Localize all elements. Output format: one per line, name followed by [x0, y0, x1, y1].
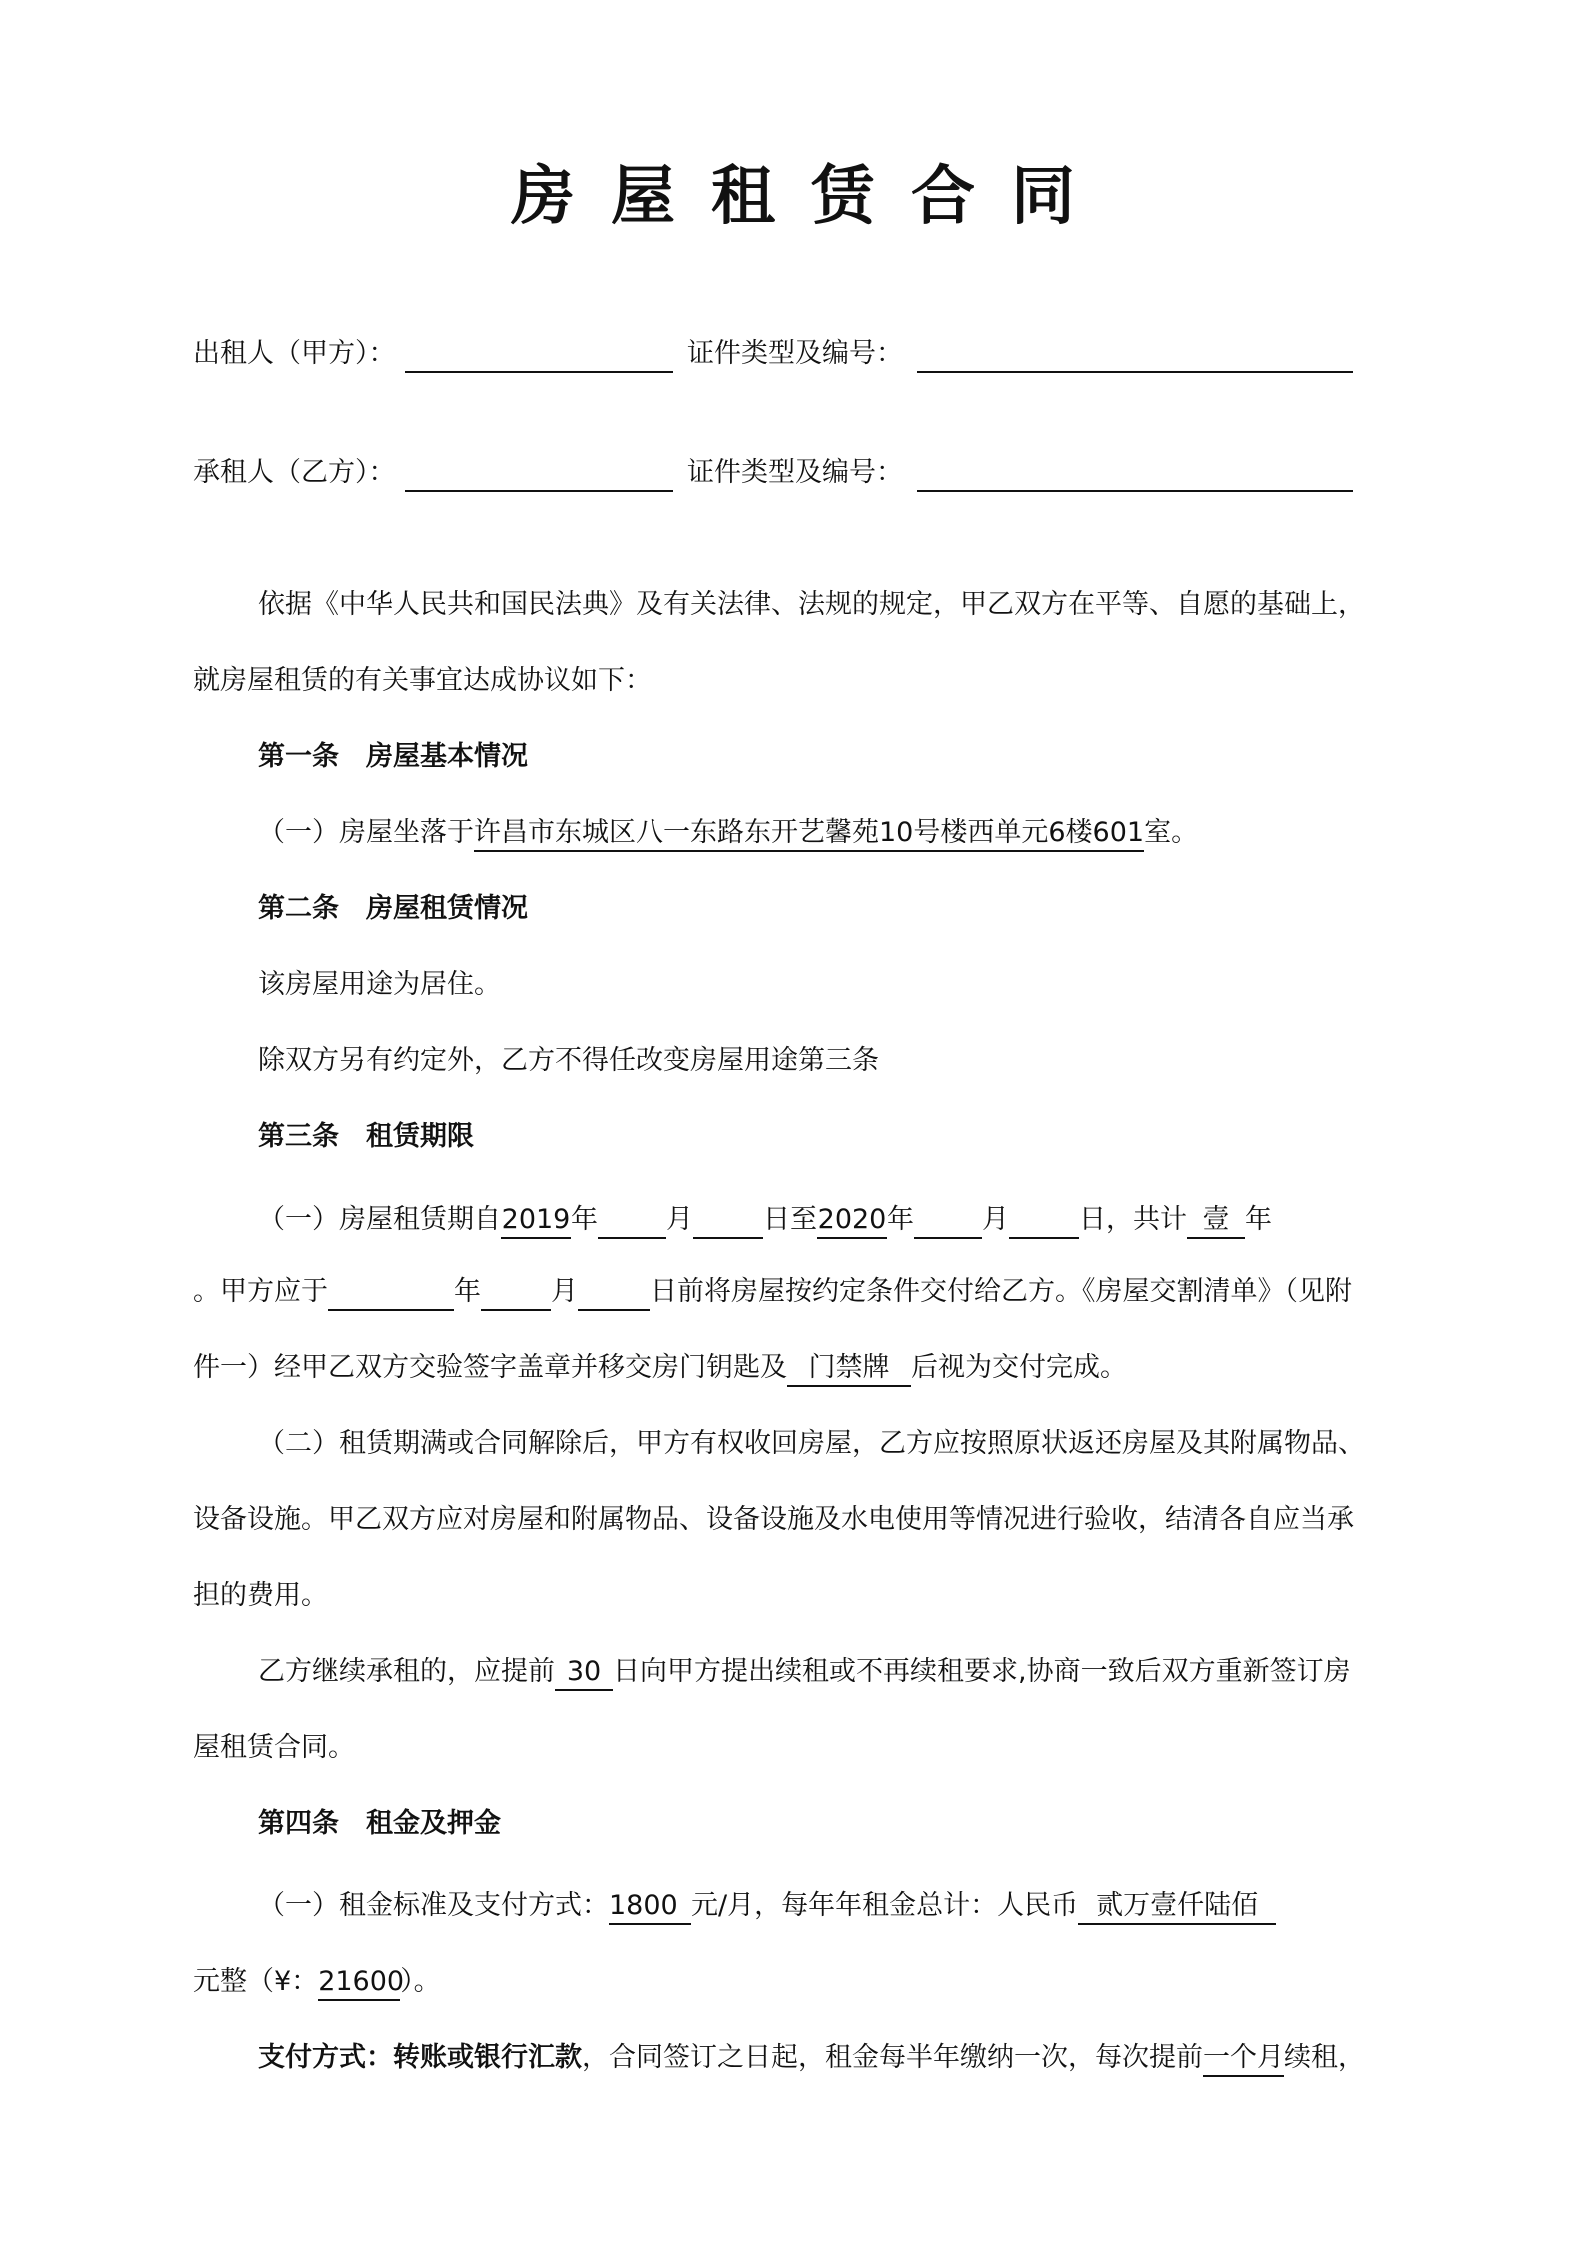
day-total-label: 日，共计 — [1079, 1204, 1187, 1235]
delivery-suffix: 日前将房屋按约定条件交付给乙方。《房屋交割清单》（见附 — [650, 1276, 1352, 1307]
payment-method: 转账或银行汇款 — [393, 2042, 582, 2073]
page-title: 房屋租赁合同 — [511, 160, 1111, 234]
renewal-suffix: 日向甲方提出续租或不再续租要求,协商一致后双方重新签订房 — [613, 1656, 1351, 1687]
article-1-para — [258, 813, 1198, 853]
renewal-prefix: 乙方继续承租的，应提前 — [258, 1656, 555, 1687]
article-2-heading: 第二条 房屋租赁情况 — [258, 893, 528, 924]
lessor-name-field[interactable] — [405, 337, 673, 373]
term-end-line-2: 设备设施。甲乙双方应对房屋和附属物品、设备设施及水电使用等情况进行验收，结清各自应当承 — [193, 1504, 1354, 1535]
preamble-line-1: 依据《中华人民共和国民法典》及有关法律、法规的规定，甲乙双方在平等、自愿的基础上， — [258, 589, 1365, 620]
end-month-field[interactable] — [914, 1203, 982, 1239]
notice-days-field[interactable]: 30 — [555, 1655, 613, 1691]
delivery-year-field[interactable] — [328, 1275, 454, 1311]
lease-term-line-3 — [193, 1348, 1127, 1388]
annual-suffix: ）。 — [400, 1966, 441, 1997]
annual-amount-field[interactable]: 21600 — [318, 1965, 400, 2001]
payment-line — [258, 2038, 1365, 2078]
payment-end: 续租， — [1284, 2042, 1365, 2073]
lease-term-line-1 — [258, 1200, 1272, 1240]
payment-label: 支付方式： — [258, 2042, 393, 2073]
handover-prefix: 件一）经甲乙双方交验签字盖章并移交房门钥匙及 — [193, 1352, 787, 1383]
usage-restriction-text: 除双方另有约定外，乙方不得任改变房屋用途第三条 — [258, 1045, 879, 1076]
lessor-id-label: 证件类型及编号： — [687, 338, 903, 369]
renewal-line-2: 屋租赁合同。 — [193, 1732, 355, 1763]
lessor-label: 出租人（甲方）： — [193, 338, 396, 369]
month-label: 月 — [666, 1204, 693, 1235]
monthly-rent-field[interactable]: 1800 — [609, 1889, 691, 1925]
annual-prefix: 元整（¥： — [193, 1966, 319, 1997]
month-label: 月 — [982, 1204, 1009, 1235]
year-label: 年 — [887, 1204, 914, 1235]
start-month-field[interactable] — [598, 1203, 666, 1239]
year-label: 年 — [1245, 1204, 1272, 1235]
lessee-name-field[interactable] — [405, 456, 673, 492]
year-label: 年 — [454, 1276, 481, 1307]
lessee-label: 承租人（乙方）： — [193, 457, 396, 488]
delivery-month-field[interactable] — [481, 1275, 551, 1311]
address-field[interactable]: 许昌市东城区八一东路东开艺馨苑10号楼西单元6楼601 — [474, 816, 1144, 852]
total-years-field[interactable]: 壹 — [1187, 1203, 1245, 1239]
year-label: 年 — [571, 1204, 598, 1235]
rent-prefix: （一）租金标准及支付方式： — [258, 1890, 609, 1921]
usage-text: 该房屋用途为居住。 — [258, 969, 501, 1000]
delivery-day-field[interactable] — [578, 1275, 650, 1311]
month-label: 月 — [551, 1276, 578, 1307]
lessee-id-field[interactable] — [917, 456, 1353, 492]
article-1-heading: 第一条 房屋基本情况 — [258, 741, 528, 772]
start-year-field[interactable]: 2019 — [501, 1203, 571, 1239]
day-to-label: 日至 — [763, 1204, 817, 1235]
payment-text: ，合同签订之日起，租金每半年缴纳一次，每次提前 — [582, 2042, 1203, 2073]
advance-period-field[interactable]: 一个月 — [1203, 2041, 1284, 2077]
lessee-id-label: 证件类型及编号： — [687, 457, 903, 488]
rent-line-1 — [258, 1886, 1276, 1926]
handover-suffix: 后视为交付完成。 — [911, 1352, 1127, 1383]
location-prefix: （一）房屋坐落于 — [258, 817, 474, 848]
article-3-heading: 第三条 租赁期限 — [258, 1121, 474, 1152]
article-4-heading: 第四条 租金及押金 — [258, 1808, 501, 1839]
annual-rent-words-field[interactable]: 贰万壹仟陆佰 — [1078, 1889, 1276, 1925]
lease-term-line-2 — [193, 1272, 1352, 1312]
preamble-line-2: 就房屋租赁的有关事宜达成协议如下： — [193, 665, 652, 696]
end-day-field[interactable] — [1009, 1203, 1079, 1239]
start-day-field[interactable] — [693, 1203, 763, 1239]
delivery-prefix: 。甲方应于 — [193, 1276, 328, 1307]
renewal-line-1 — [258, 1652, 1351, 1692]
handover-item-field[interactable]: 门禁牌 — [787, 1351, 911, 1387]
rent-line-2 — [193, 1962, 441, 2002]
lessor-id-field[interactable] — [917, 337, 1353, 373]
end-year-field[interactable]: 2020 — [817, 1203, 887, 1239]
term-end-line-3: 担的费用。 — [193, 1580, 328, 1611]
lessee-row — [193, 453, 1353, 493]
location-suffix: 室。 — [1144, 817, 1199, 848]
term-end-line-1: （二）租赁期满或合同解除后，甲方有权收回房屋，乙方应按照原状返还房屋及其附属物品、 — [258, 1428, 1365, 1459]
rent-mid: 元/月，每年年租金总计：人民币 — [691, 1890, 1079, 1921]
lessor-row — [193, 334, 1353, 374]
lease-term-prefix: （一）房屋租赁期自 — [258, 1204, 501, 1235]
